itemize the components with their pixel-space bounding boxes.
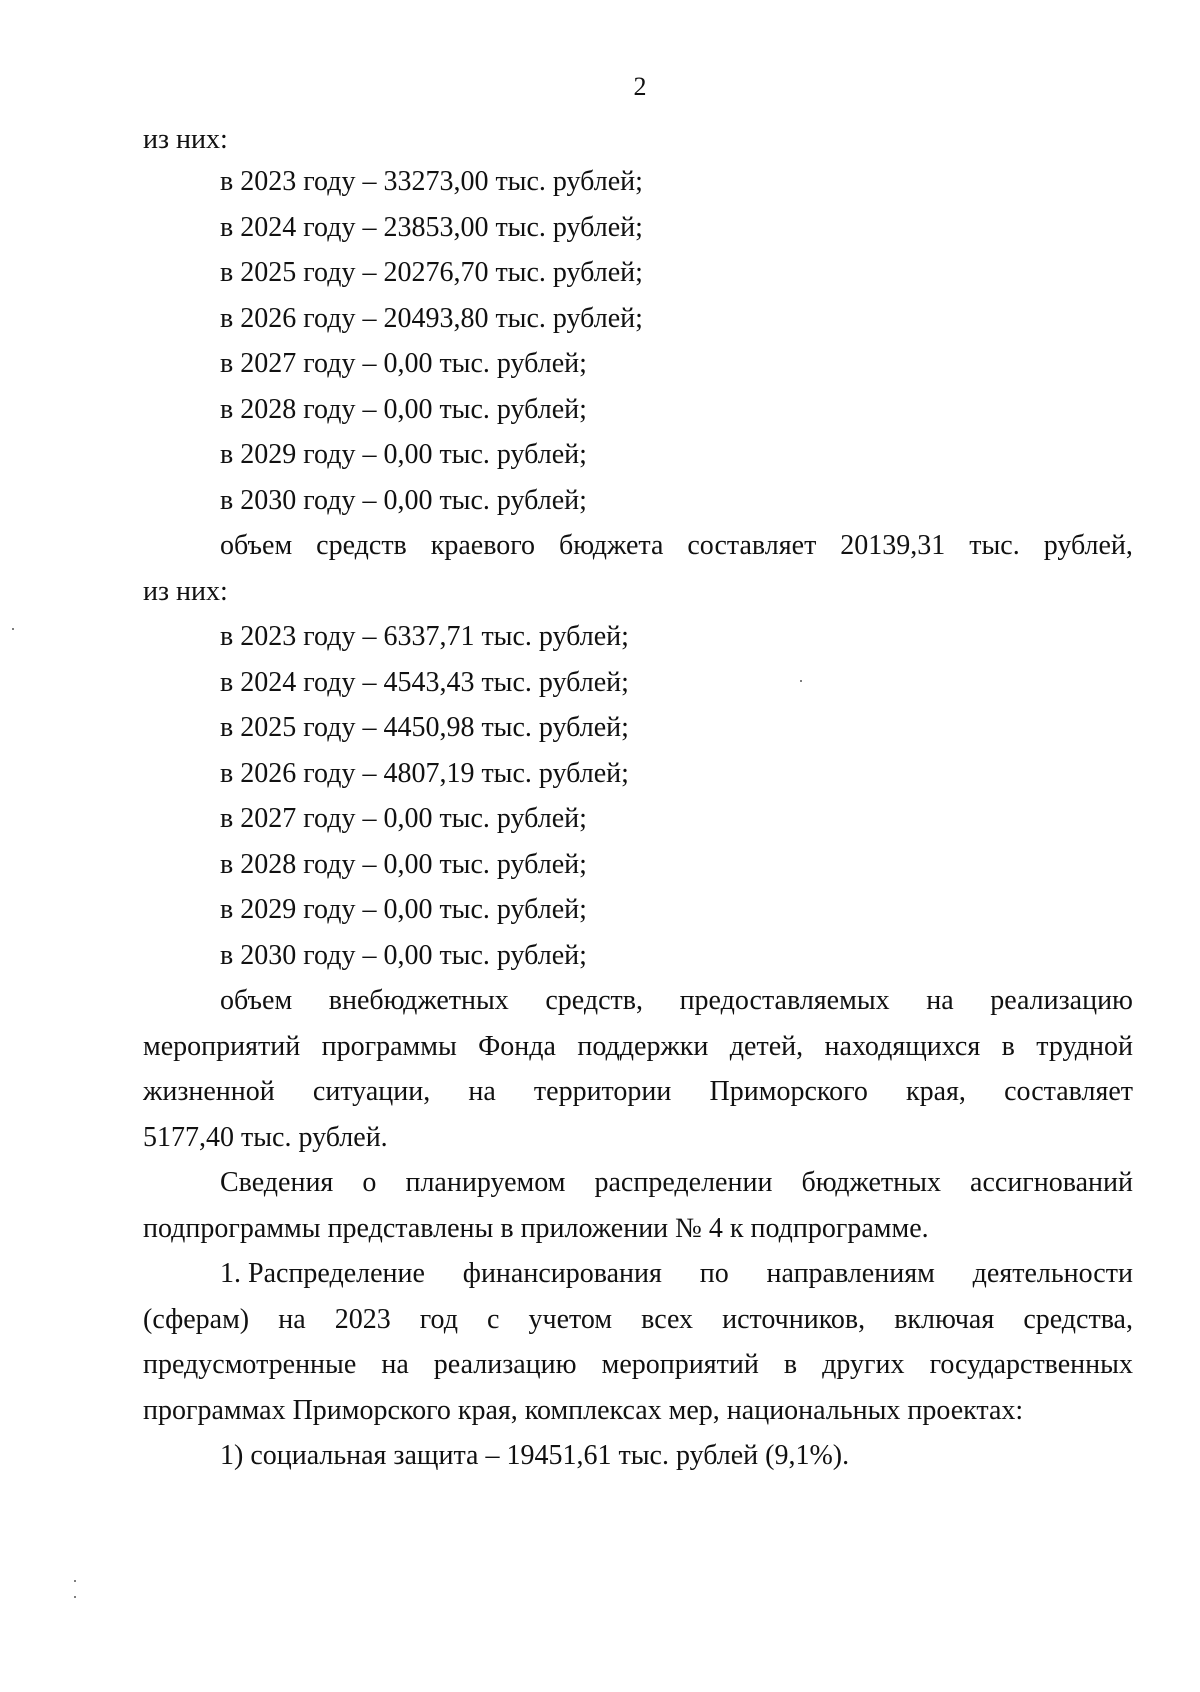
word: с: [487, 1304, 500, 1335]
extrabudget-line2: [143, 1033, 1133, 1061]
scan-speck: [74, 1596, 76, 1598]
regional-year-2024: в 2024 году – 4543,43 тыс. рублей;: [220, 667, 629, 698]
word: государственных: [929, 1349, 1133, 1380]
block1-year-2023: в 2023 году – 33273,00 тыс. рублей;: [220, 166, 643, 197]
word: Фонда: [478, 1031, 556, 1062]
regional-year-2025: в 2025 году – 4450,98 тыс. рублей;: [220, 712, 629, 743]
word: на: [278, 1304, 306, 1335]
block1-year-2028: в 2028 году – 0,00 тыс. рублей;: [220, 394, 587, 425]
regional-year-2028: в 2028 году – 0,00 тыс. рублей;: [220, 849, 587, 880]
word: трудной: [1036, 1031, 1133, 1062]
block1-year-2027: в 2027 году – 0,00 тыс. рублей;: [220, 348, 587, 379]
word: мероприятий: [601, 1349, 759, 1380]
extrabudget-line1: [220, 987, 1133, 1015]
regional-year-2023: в 2023 году – 6337,71 тыс. рублей;: [220, 621, 629, 652]
scan-speck: [12, 628, 14, 630]
word: средства,: [1023, 1304, 1133, 1335]
word: включая: [894, 1304, 995, 1335]
distribution-line2: [143, 1306, 1133, 1334]
word: краевого: [430, 530, 536, 561]
word: бюджетных: [801, 1167, 941, 1198]
word: программы: [321, 1031, 457, 1062]
regional-budget-line2: из них:: [143, 576, 228, 607]
word: Приморского: [709, 1076, 868, 1107]
word: тыс.: [969, 530, 1020, 561]
word: направлениям: [766, 1258, 935, 1289]
word: источников,: [722, 1304, 866, 1335]
extrabudget-line3: [143, 1078, 1133, 1106]
block1-year-2024: в 2024 году – 23853,00 тыс. рублей;: [220, 212, 643, 243]
word: на: [468, 1076, 496, 1107]
word: территории: [533, 1076, 672, 1107]
extrabudget-line4: 5177,40 тыс. рублей.: [143, 1122, 388, 1153]
word: планируемом: [405, 1167, 566, 1198]
block1-intro: из них:: [143, 124, 228, 155]
word: год: [419, 1304, 458, 1335]
word: в: [1001, 1031, 1015, 1062]
regional-year-2026: в 2026 году – 4807,19 тыс. рублей;: [220, 758, 629, 789]
word: составляет: [687, 530, 817, 561]
word: по: [699, 1258, 729, 1289]
appendix-line1: [220, 1169, 1133, 1197]
word: объем: [220, 530, 293, 561]
word: деятельности: [972, 1258, 1133, 1289]
word: ситуации,: [312, 1076, 431, 1107]
distribution-item1: 1) социальная защита – 19451,61 тыс. рублей (9,1%).: [220, 1440, 850, 1471]
word: поддержки: [577, 1031, 709, 1062]
word: в: [783, 1349, 798, 1380]
word: учетом: [528, 1304, 613, 1335]
word: 20139,31: [840, 530, 946, 561]
word: реализацию: [433, 1349, 577, 1380]
page-number: 2: [633, 72, 647, 101]
distribution-line1: [220, 1260, 1133, 1288]
word: находящихся: [824, 1031, 981, 1062]
word: ассигнований: [970, 1167, 1133, 1198]
word: средств: [316, 530, 407, 561]
regional-year-2027: в 2027 году – 0,00 тыс. рублей;: [220, 803, 587, 834]
scan-speck: [74, 1580, 76, 1582]
word: детей,: [729, 1031, 804, 1062]
block1-year-2026: в 2026 году – 20493,80 тыс. рублей;: [220, 303, 643, 334]
appendix-line2: подпрограммы представлены в приложении № 4 к подпрограмме.: [143, 1213, 929, 1244]
distribution-line3: [143, 1351, 1133, 1379]
word: финансирования: [462, 1258, 662, 1289]
block1-year-2029: в 2029 году – 0,00 тыс. рублей;: [220, 439, 587, 470]
word: средств,: [545, 985, 643, 1016]
word: других: [822, 1349, 905, 1380]
block1-year-2025: в 2025 году – 20276,70 тыс. рублей;: [220, 257, 643, 288]
word: предусмотренные: [143, 1349, 357, 1380]
word: реализацию: [990, 985, 1133, 1016]
word: 1. Распределение: [220, 1258, 425, 1289]
word: предоставляемых: [679, 985, 890, 1016]
word: (сферам): [143, 1304, 250, 1335]
word: бюджета: [559, 530, 664, 561]
word: на: [926, 985, 954, 1016]
word: Сведения: [220, 1167, 334, 1198]
word: объем: [220, 985, 293, 1016]
scan-speck: [800, 680, 802, 682]
word: рублей,: [1043, 530, 1133, 561]
word: на: [381, 1349, 409, 1380]
word: о: [362, 1167, 377, 1198]
word: жизненной: [143, 1076, 275, 1107]
word: распределении: [594, 1167, 773, 1198]
word: внебюджетных: [328, 985, 509, 1016]
regional-budget-line1: [220, 532, 1133, 560]
regional-year-2030: в 2030 году – 0,00 тыс. рублей;: [220, 940, 587, 971]
block1-year-2030: в 2030 году – 0,00 тыс. рублей;: [220, 485, 587, 516]
distribution-line4: программах Приморского края, комплексах мер, национальных проектах:: [143, 1395, 1024, 1426]
word: всех: [641, 1304, 694, 1335]
word: мероприятий: [143, 1031, 301, 1062]
word: 2023: [334, 1304, 391, 1335]
regional-year-2029: в 2029 году – 0,00 тыс. рублей;: [220, 894, 587, 925]
word: края,: [906, 1076, 966, 1107]
word: составляет: [1004, 1076, 1133, 1107]
